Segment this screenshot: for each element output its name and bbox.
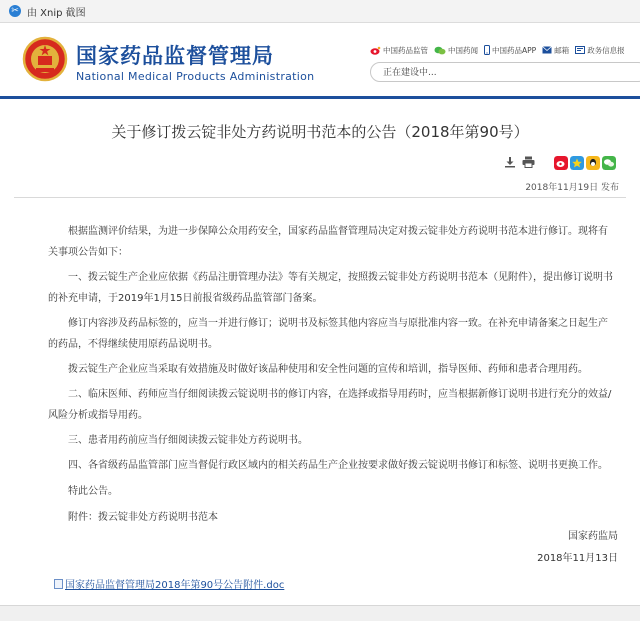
document-icon [54,579,63,589]
report-icon [575,46,585,55]
signature-date: 2018年11月13日 [537,553,618,564]
closing-line: 特此公告。 [68,486,118,497]
weibo-share-icon[interactable] [554,156,568,170]
link-wechat[interactable] [434,45,478,56]
link-app-label: 中国药品APP [492,45,537,55]
link-report[interactable] [575,45,625,56]
site-title-english: National Medical Products Administration [76,70,315,83]
paragraph: 修订内容涉及药品标签的，应当一并进行修订；说明书及标签其他内容应当与原批准内容一致。在补充申请备案之日起生产的药品，不得继续使用原药品说明书。 [48,318,608,350]
print-icon[interactable] [522,156,535,168]
paragraph: 三、患者用药前应当仔细阅读拨云锭非处方药说明书。 [68,435,308,446]
search-input[interactable]: 正在建设中... [370,62,640,82]
share-bar [552,156,616,170]
header-links [370,43,640,57]
wechat-icon [434,46,446,55]
attachment-note: 附件：拨云锭非处方药说明书范本 [68,512,218,523]
article-title: 关于修订拨云锭非处方药说明书范本的公告（2018年第90号） [111,123,529,141]
bottom-bar [0,605,640,621]
site-header [0,23,640,99]
weibo-icon [370,46,381,55]
link-mail-label: 邮箱 [554,45,570,55]
link-weibo[interactable] [370,45,428,56]
qzone-share-icon[interactable] [570,156,584,170]
xnip-icon: ✂ [9,5,21,17]
paragraph: 拨云锭生产企业应当采取有效措施及时做好该品种使用和安全性问题的宣传和培训，指导医师、药师和患者合理用药。 [68,364,588,375]
wechat-share-icon[interactable] [602,156,616,170]
link-app[interactable] [484,45,536,56]
capture-bar [0,0,640,23]
link-wechat-label: 中国药闻 [448,45,478,55]
qq-share-icon[interactable] [586,156,600,170]
download-icon[interactable] [504,156,516,168]
paragraph: 根据监测评价结果，为进一步保障公众用药安全，国家药品监督管理局决定对拨云锭非处方药说明书范本进行修订。现将有关事项公告如下： [48,226,608,258]
mobile-app-icon [484,45,490,55]
paragraph: 四、各省级药品监管部门应当督促行政区域内的相关药品生产企业按要求做好拨云锭说明书修订和标签、说明书更换工作。 [68,460,608,471]
link-mail[interactable] [542,45,569,56]
mail-icon [542,46,552,54]
paragraph: 一、拨云锭生产企业应依据《药品注册管理办法》等有关规定，按照拨云锭非处方药说明书范本（见附件），提出修订说明书的补充申请，于2019年1月15日前报省级药品监管部门备案。 [48,272,613,304]
capture-label: 由 Xnip 截图 [27,7,86,19]
article-tools [504,156,535,168]
attachment-link[interactable] [54,576,284,591]
paragraph: 二、临床医师、药师应当仔细阅读拨云锭说明书的修订内容，在选择或指导用药时，应当根据新修订说明书进行充分的效益/风险分析或指导用药。 [48,389,612,421]
attachment-link-label: 国家药品监督管理局2018年第90号公告附件.doc [65,580,285,591]
title-divider [14,197,626,198]
signature-org: 国家药监局 [568,531,618,542]
link-weibo-label: 中国药品监管 [383,45,428,55]
national-emblem-icon [22,36,68,82]
publish-date: 2018年11月19日 发布 [525,183,619,193]
link-report-label: 政务信息报 [587,45,625,55]
site-title[interactable]: 国家药品监督管理局 [76,44,274,68]
article-body [48,221,614,532]
